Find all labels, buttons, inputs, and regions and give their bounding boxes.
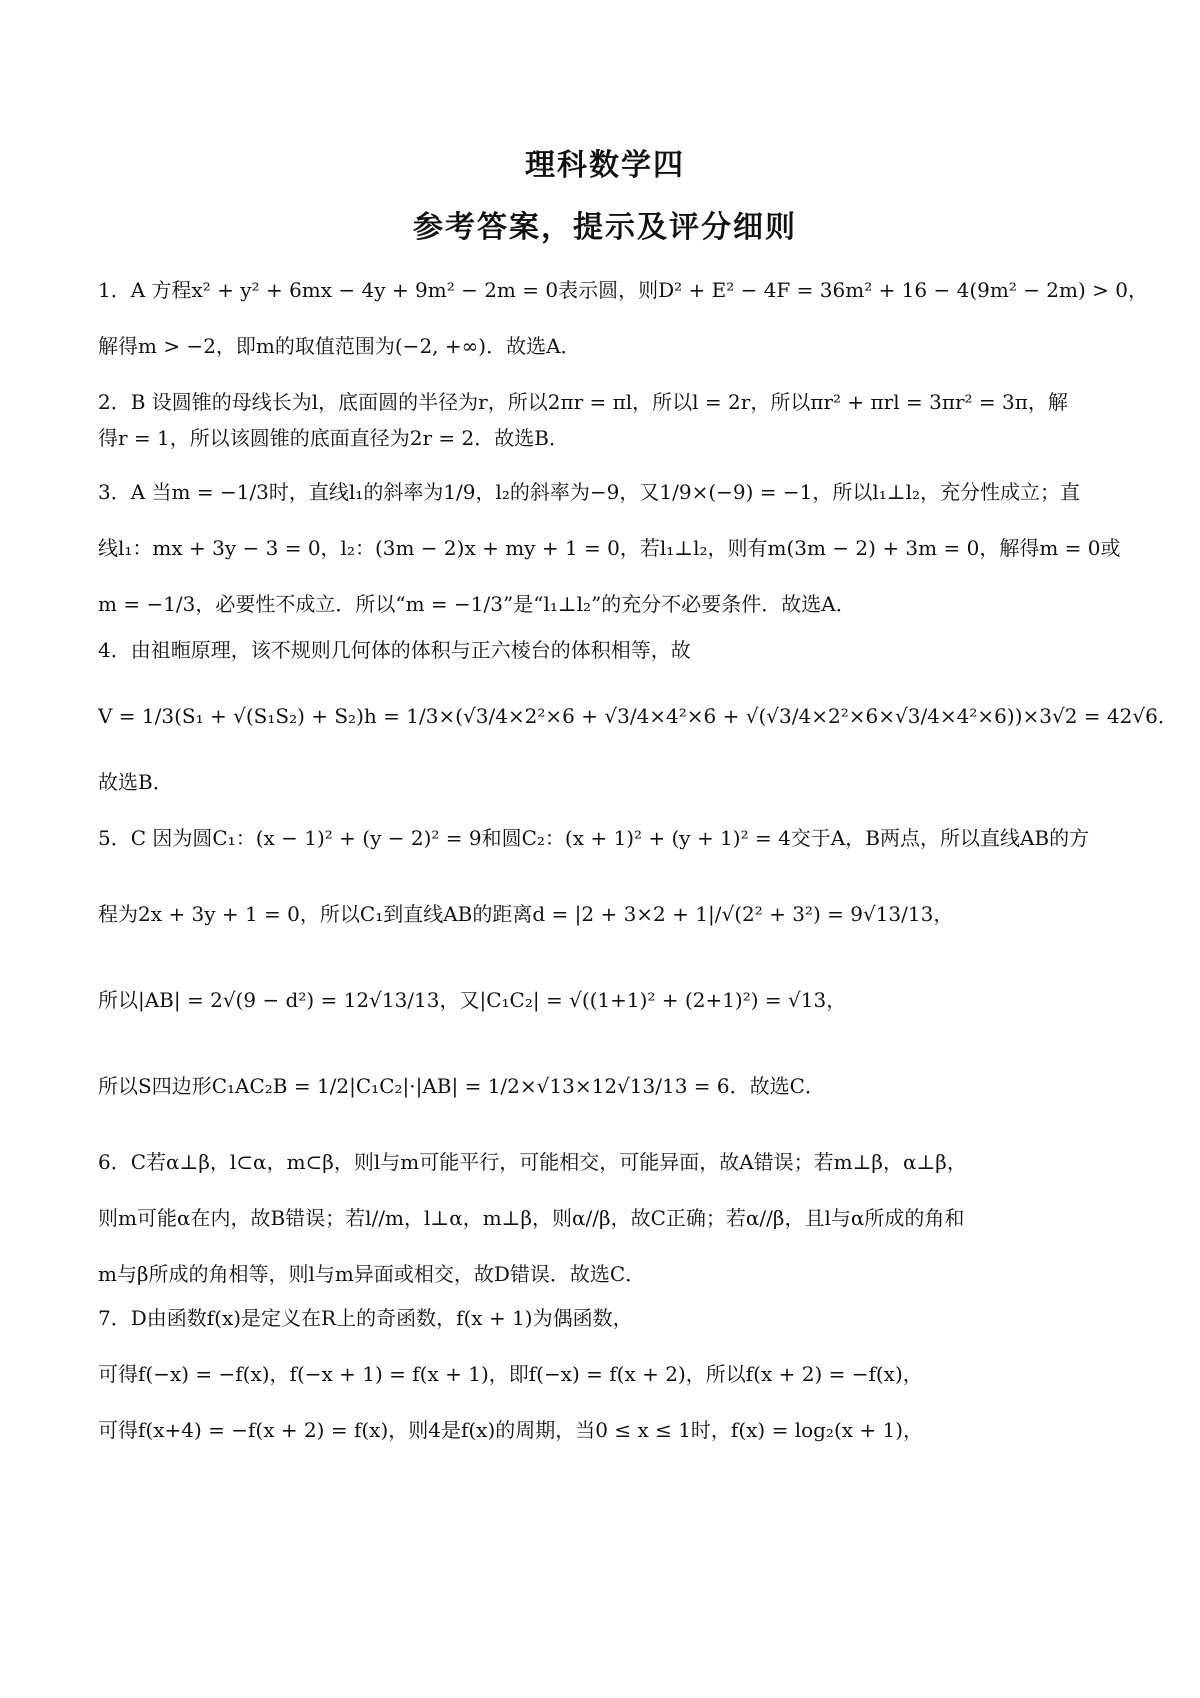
answer-1-line-2: 解得m > −2，即m的取值范围为(−2, +∞)．故选A． — [98, 334, 581, 358]
answer-5-line-3: 所以|AB| = 2√(9 − d²) = 12√13/13，又|C₁C₂| = √((1+1)² + (2+1)²) = √13， — [98, 988, 847, 1012]
answer-6-line-1: 6．C若α⊥β，l⊂α，m⊂β，则l与m可能平行，可能相交，可能异面，故A错误；若m⊥β，α⊥β， — [98, 1150, 967, 1174]
answer-3-line-3: m = −1/3，必要性不成立．所以“m = −1/3”是“l₁⊥l₂”的充分不必要条件．故选A． — [98, 592, 856, 616]
answer-4-line-3: 故选B． — [98, 770, 173, 794]
answer-3-line-2: 线l₁：mx + 3y − 3 = 0，l₂：(3m − 2)x + my + 1 = 0，若l₁⊥l₂，则有m(3m − 2) + 3m = 0，解得m = 0或 — [98, 536, 1121, 560]
answer-5-line-2: 程为2x + 3y + 1 = 0，所以C₁到直线AB的距离d = |2 + 3×2 + 1|/√(2² + 3²) = 9√13/13， — [98, 902, 954, 926]
answer-7-line-3: 可得f(x+4) = −f(x + 2) = f(x)，则4是f(x)的周期，当0 ≤ x ≤ 1时，f(x) = log₂(x + 1)， — [98, 1418, 924, 1442]
answer-4-formula: V = 1/3(S₁ + √(S₁S₂) + S₂)h = 1/3×(√3/4×2²×6 + √3/4×4²×6 + √(√3/4×2²×6×√3/4×4²×6))×3√2 = 42√6． — [98, 704, 1178, 728]
answer-3-line-1: 3．A 当m = −1/3时，直线l₁的斜率为1/9，l₂的斜率为−9，又1/9×(−9) = −1，所以l₁⊥l₂，充分性成立；直 — [98, 480, 1081, 504]
answer-7-line-1: 7．D由函数f(x)是定义在R上的奇函数，f(x + 1)为偶函数， — [98, 1306, 633, 1330]
answer-2-line-2: 得r = 1，所以该圆锥的底面直径为2r = 2．故选B． — [98, 426, 569, 450]
answer-6-line-3: m与β所成的角相等，则l与m异面或相交，故D错误．故选C． — [98, 1262, 646, 1286]
answer-7-line-2: 可得f(−x) = −f(x)，f(−x + 1) = f(x + 1)，即f(−x) = f(x + 2)，所以f(x + 2) = −f(x)， — [98, 1362, 923, 1386]
answer-5-line-1: 5．C 因为圆C₁：(x − 1)² + (y − 2)² = 9和圆C₂：(x + 1)² + (y + 1)² = 4交于A，B两点，所以直线AB的方 — [98, 826, 1090, 850]
answer-2-line-1: 2．B 设圆锥的母线长为l，底面圆的半径为r，所以2πr = πl，所以l = 2r，所以πr² + πrl = 3πr² = 3π，解 — [98, 390, 1068, 414]
doc-title: 理科数学四 — [525, 148, 685, 183]
answer-5-line-4: 所以S四边形C₁AC₂B = 1/2|C₁C₂|·|AB| = 1/2×√13×12√13/13 = 6．故选C． — [98, 1074, 825, 1098]
doc-subtitle: 参考答案，提示及评分细则 — [413, 210, 797, 245]
answer-6-line-2: 则m可能α在内，故B错误；若l//m，l⊥α，m⊥β，则α//β，故C正确；若α//β，且l与α所成的角和 — [98, 1206, 965, 1230]
answer-4-line-1: 4．由祖暅原理，该不规则几何体的体积与正六棱台的体积相等，故 — [98, 638, 691, 662]
answer-1-line-1: 1．A 方程x² + y² + 6mx − 4y + 9m² − 2m = 0表示圆，则D² + E² − 4F = 36m² + 16 − 4(9m² − 2m) > 0， — [98, 278, 1148, 302]
